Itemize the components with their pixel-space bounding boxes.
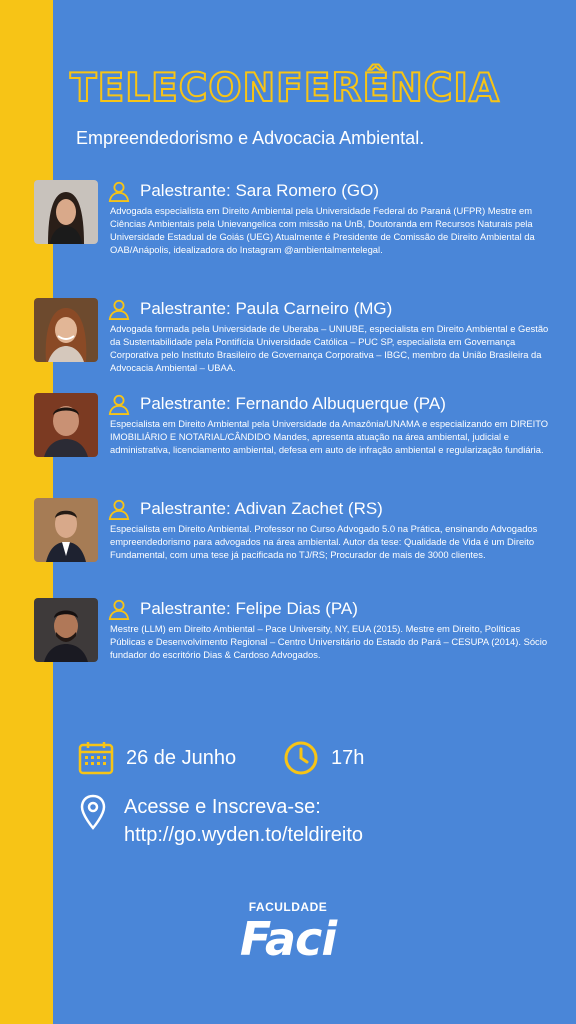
user-icon [108, 180, 130, 202]
page-title: TELECONFERÊNCIA [70, 66, 501, 111]
registration-block [124, 793, 363, 849]
speaker-name: Palestrante: Paula Carneiro (MG) [140, 299, 393, 318]
speaker-bio: Mestre (LLM) em Direito Ambiental – Pace University, NY, EUA (2015). Mestre em Direito, Políticas Públicas e Desenvolvimento Regional – Centro Universitário do Estado do Pará – CESUPA (2014). Sócio fundador do escritório Dias & Cardoso Advogados. [110, 623, 548, 661]
speaker-bio: Especialista em Direito Ambiental pela Universidade da Amazônia/UNAMA e especializando em DIREITO IMOBILIÁRIO E NOTARIAL/CÂNDIDO Mandes, apresenta atuação na área ambiental, judicial e administrativa, licenciamento ambiental, defesa em auto de infração ambiental e regularização fundiária. [110, 418, 549, 456]
calendar-icon [78, 740, 114, 776]
faci-logo: Faci [239, 912, 337, 966]
user-icon [108, 298, 130, 320]
user-icon [108, 498, 130, 520]
user-icon [108, 393, 130, 415]
location-pin-icon [80, 794, 106, 830]
speaker-photo [34, 393, 98, 457]
page-subtitle: Empreendedorismo e Advocacia Ambiental. [76, 128, 425, 148]
speaker-name: Palestrante: Adivan Zachet (RS) [140, 499, 383, 518]
event-date-text: 26 de Junho [126, 746, 237, 769]
access-label: Acesse e Inscreva-se: [124, 796, 321, 818]
speaker-bio: Especialista em Direito Ambiental. Professor no Curso Advogado 5.0 na Prática, ensinando Advogados empreendedorismo para advogados na área ambiental. Autor da tese: Qualidade de Vida é um Direito Fundamental, com uma tese já pacificada no TJ/RS; Procurador de mais de 3000 clientes. [110, 523, 538, 561]
event-time-text: 17h [331, 746, 365, 769]
user-icon [108, 598, 130, 620]
registration-link[interactable]: http://go.wyden.to/teldireito [124, 824, 364, 846]
speaker-bio: Advogada formada pela Universidade de Uberaba – UNIUBE, especialista em Direito Ambiental e Gestão da Sustentabilidade pela Pontifícia Universidade Católica – PUC SP, especialista em Governança Corporativa pelo Instituto Brasileiro de Governança Corporativa – IBGC, membro da União Brasileira da Advocacia Ambiental – UBAA. [110, 323, 549, 374]
clock-icon [283, 740, 319, 776]
brand-faculdade: FACULDADE [248, 900, 328, 914]
speaker-photo [34, 298, 98, 362]
speaker-photo [34, 598, 98, 662]
speaker-bio: Advogada especialista em Direito Ambiental pela Universidade Federal do Paraná (UFPR) Mestre em Ciências Ambientais pela Unievangelica com missão na UnB, Doutoranda em Recursos Naturais pela Universidade Estadual de Goiás (UEG) Atualmente é Presidente de Comissão de Direito Ambiental da OAB/Anápolis, idealizadora do Instagram @ambientalmentelegal. [110, 205, 535, 256]
speaker-name: Palestrante: Fernando Albuquerque (PA) [140, 394, 446, 413]
speaker-name: Palestrante: Sara Romero (GO) [140, 181, 380, 200]
speaker-photo [34, 498, 98, 562]
event-time [283, 740, 364, 776]
speaker-photo [34, 180, 98, 244]
event-date [78, 740, 236, 776]
speaker-name: Palestrante: Felipe Dias (PA) [140, 599, 358, 618]
